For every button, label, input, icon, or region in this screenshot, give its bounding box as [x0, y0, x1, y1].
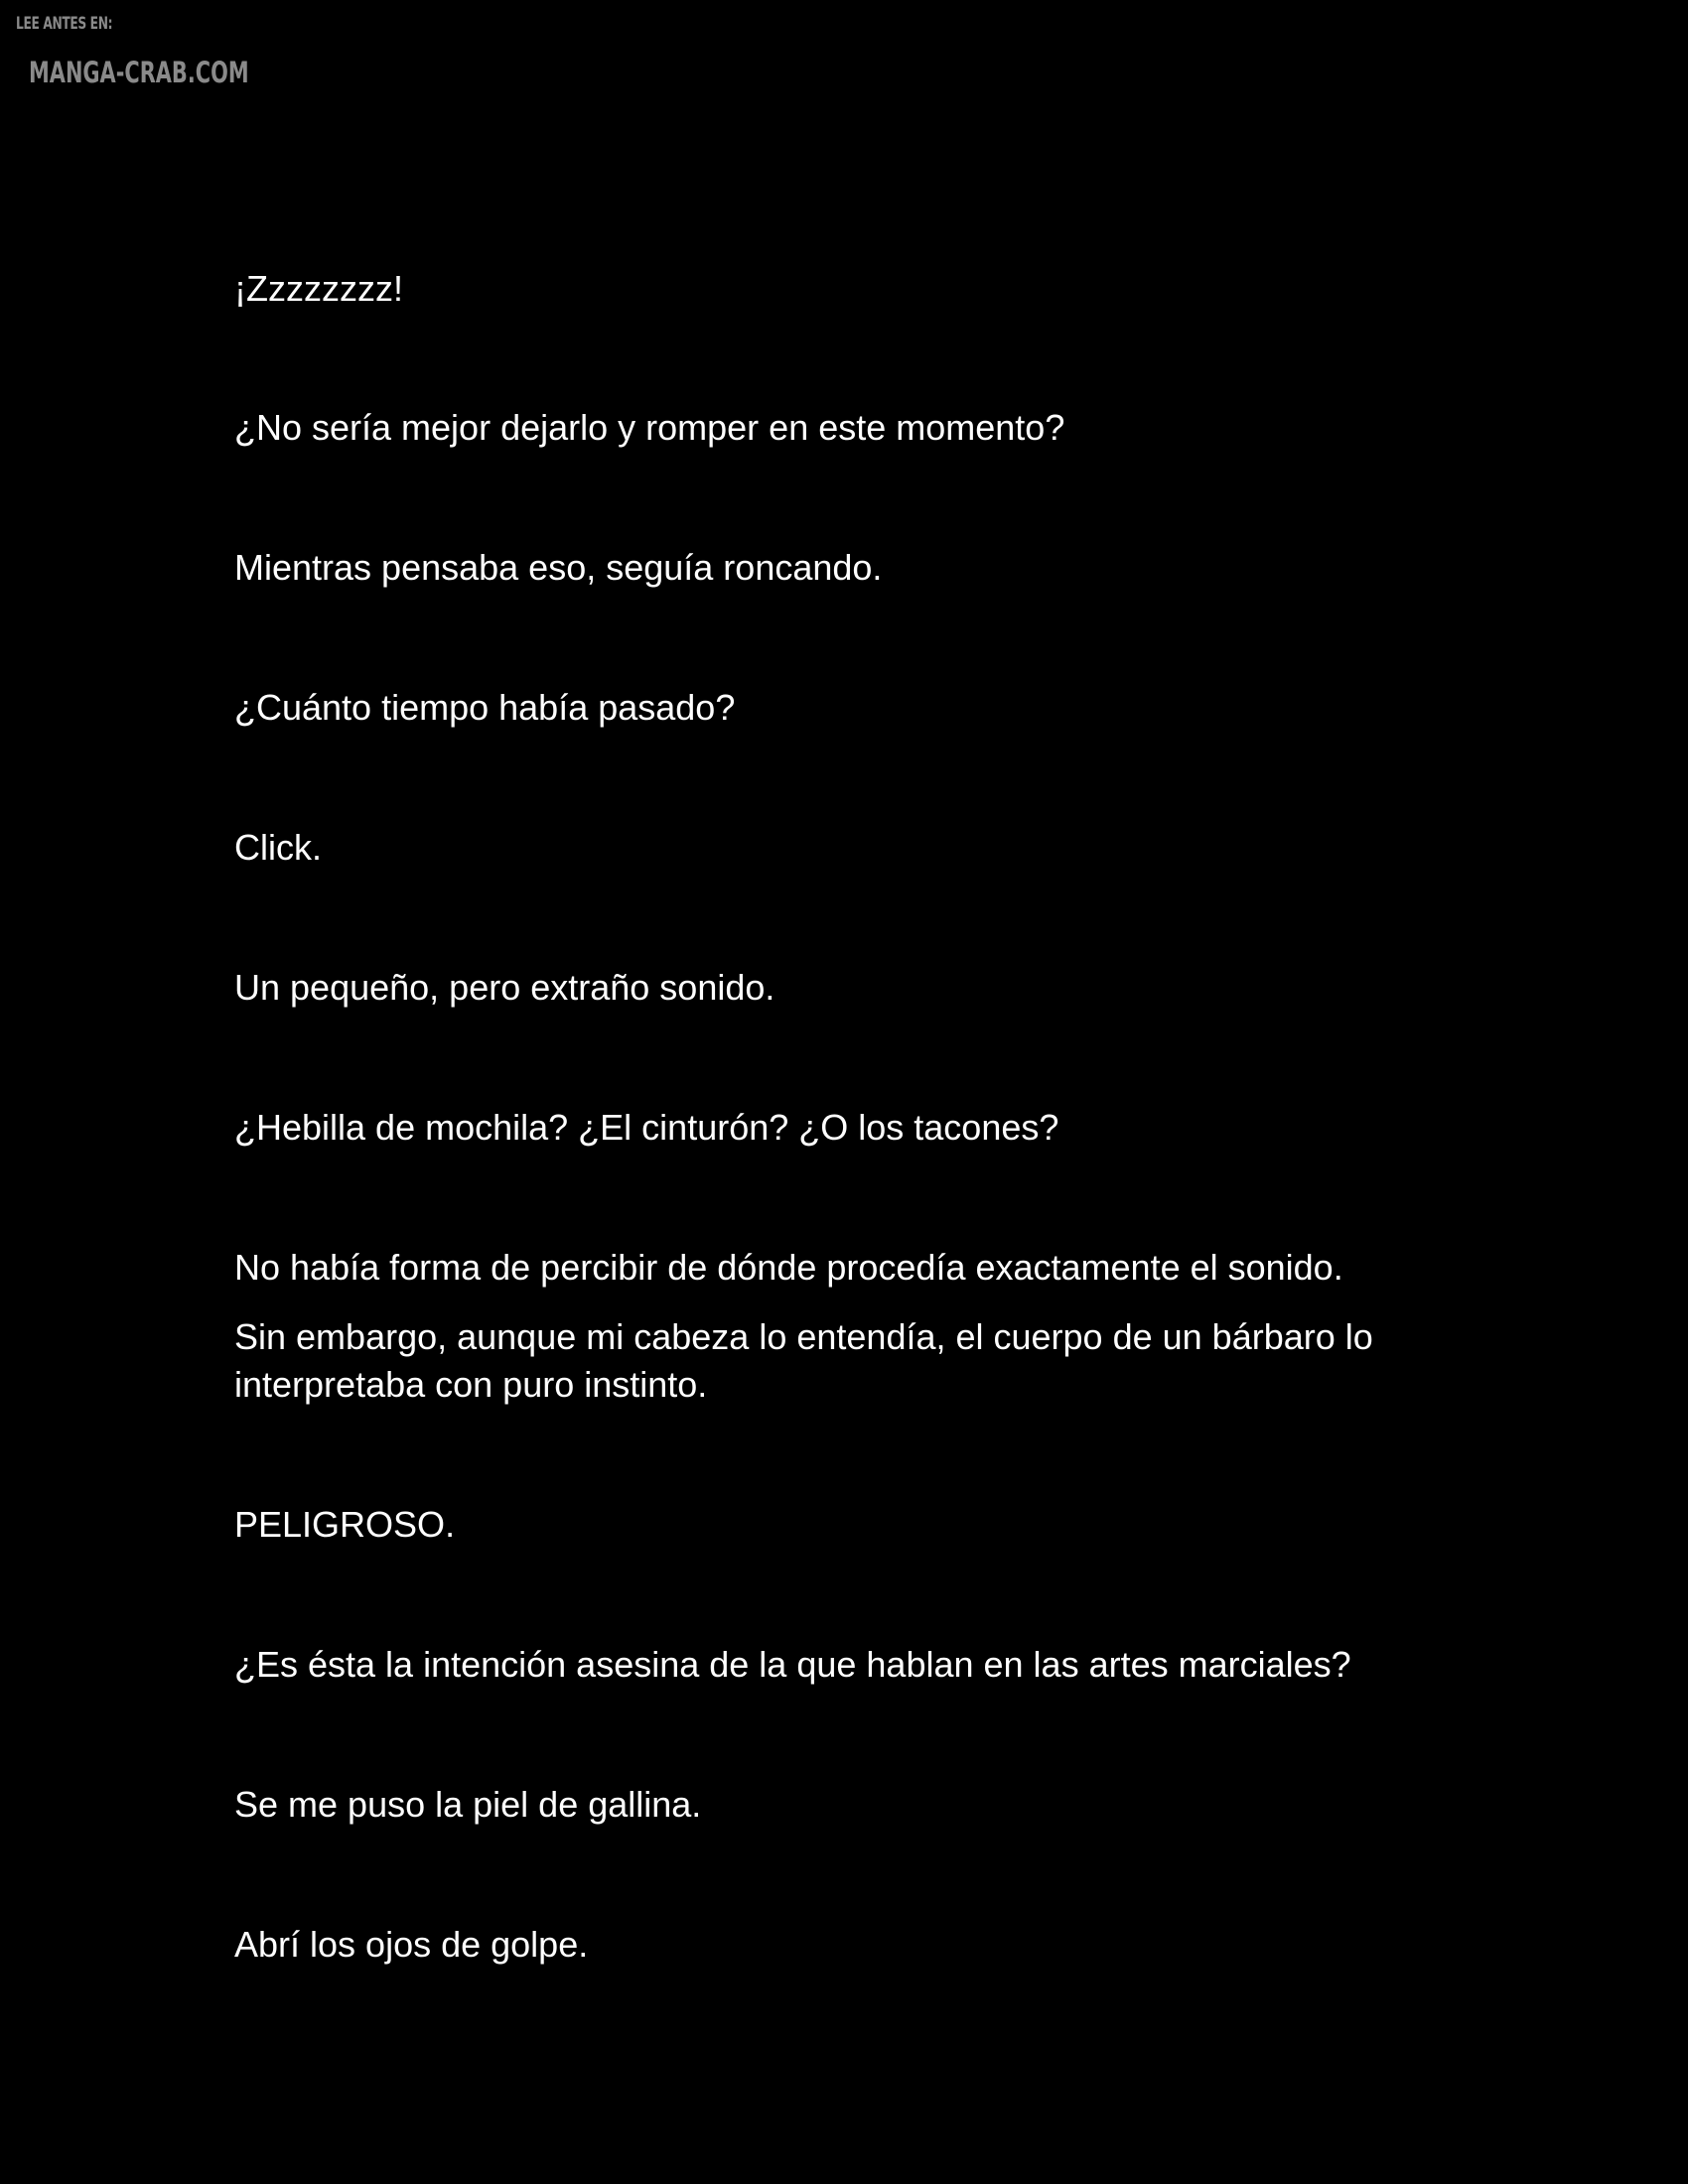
paragraph: Un pequeño, pero extraño sonido.	[234, 967, 775, 1008]
paragraph: ¿Cuánto tiempo había pasado?	[234, 687, 736, 728]
paragraph: Sin embargo, aunque mi cabeza lo entendía, el cuerpo de un bárbaro lo interpretaba con puro instinto.	[234, 1316, 1373, 1405]
watermark-prefix: LEE ANTES EN:	[16, 14, 113, 34]
paragraph: Se me puso la piel de gallina.	[234, 1784, 702, 1825]
paragraph: PELIGROSO.	[234, 1504, 456, 1545]
paragraph: ¡Zzzzzzzz!	[234, 268, 403, 309]
paragraph: ¿Hebilla de mochila? ¿El cinturón? ¿O los tacones?	[234, 1107, 1059, 1148]
paragraph: ¿No sería mejor dejarlo y romper en este momento?	[234, 407, 1065, 448]
paragraph: Mientras pensaba eso, seguía roncando.	[234, 547, 883, 588]
paragraph: Abrí los ojos de golpe.	[234, 1924, 589, 1965]
paragraph: ¿Es ésta la intención asesina de la que hablan en las artes marciales?	[234, 1644, 1351, 1685]
paragraph: Click.	[234, 827, 322, 868]
paragraph: No había forma de percibir de dónde procedía exactamente el sonido.	[234, 1247, 1343, 1288]
watermark-site: MANGA-CRAB.COM	[29, 56, 249, 89]
